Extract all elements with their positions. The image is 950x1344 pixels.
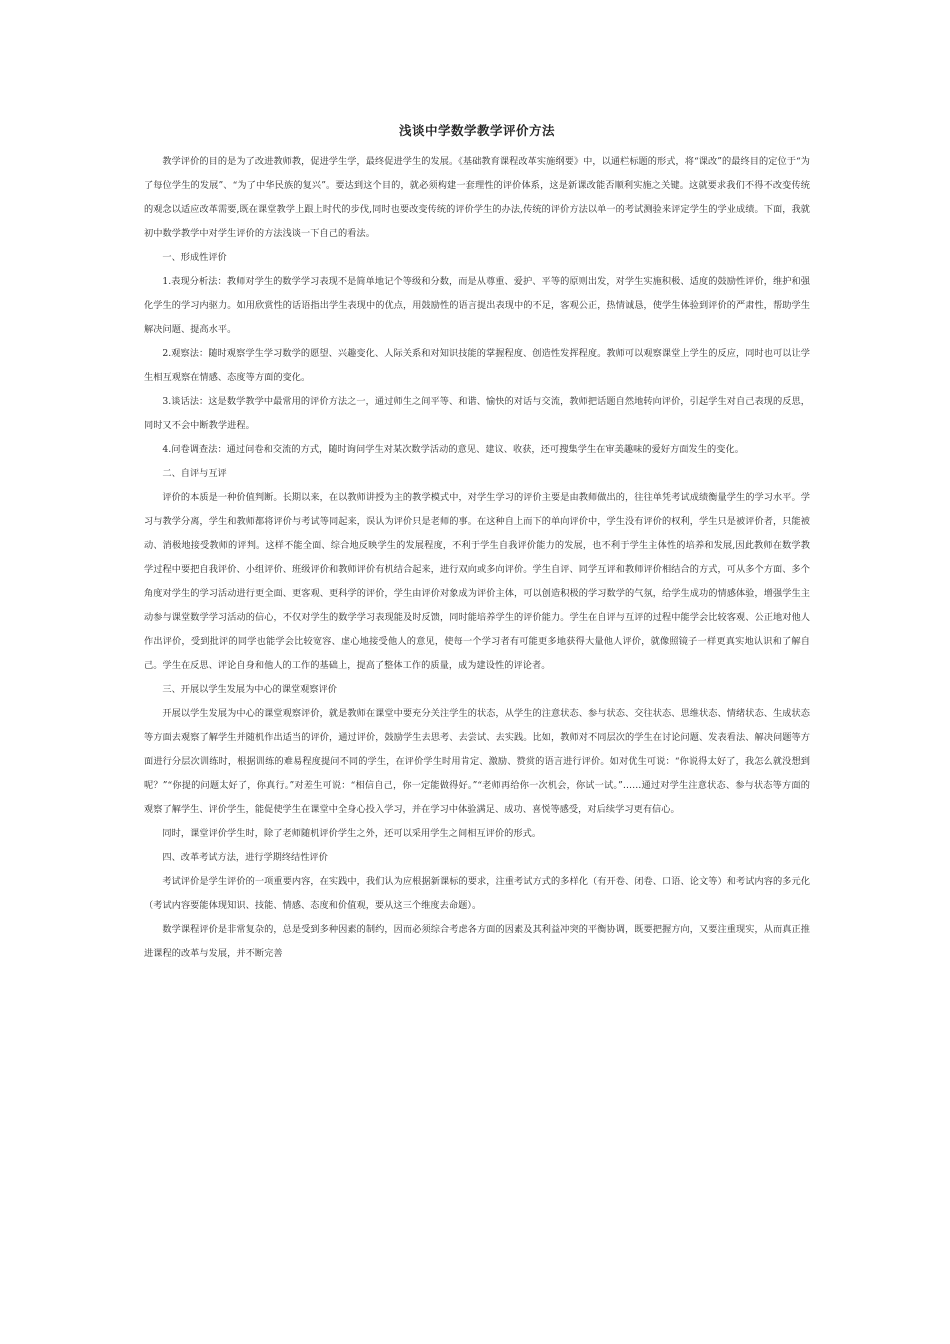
- intro-paragraph: 教学评价的目的是为了改进教师教，促进学生学，最终促进学生的发展。《基础教育课程改革实施纲要》中，以通栏标题的形式，将“课改”的最终目的定位于“为了每位学生的发展”、“为了中华民族的复兴”。要达到这个目的，就必须构建一套理性的评价体系，这是新课改能否顺利实施之关键。这就要求我们不得不改变传统的观念以适应改革需要,既在课堂教学上跟上时代的步伐,同时也要改变传统的评价学生的办法,传统的评价方法以单一的考试测验来评定学生的学业成绩。下面，我就初中数学教学中对学生评价的方法浅谈一下自己的看法。: [144, 156, 810, 239]
- paragraph-mutual-evaluation: 同时，课堂评价学生时，除了老师随机评价学生之外，还可以采用学生之间相互评价的形式。: [162, 828, 542, 839]
- section-heading-classroom-observation: 三、开展以学生发展为中心的课堂观察评价: [162, 684, 337, 695]
- document-page: [144, 122, 810, 966]
- section-heading-formative: 一、形成性评价: [162, 252, 227, 263]
- paragraph-questionnaire: 4.问卷调查法：通过问卷和交流的方式，随时询问学生对某次数学活动的意见、建议、收获，还可搜集学生在审美趣味的爱好方面发生的变化。: [162, 444, 744, 455]
- paragraph-curriculum-evaluation: 数学课程评价是非常复杂的，总是受到多种因素的制约，因而必须综合考虑各方面的因素及其利益冲突的平衡协调，既要把握方向，又要注重现实，从而真正推进课程的改革与发展，并不断完善: [144, 924, 810, 959]
- paragraph-performance-analysis: 1.表现分析法：教师对学生的数学学习表现不是简单地记个等级和分数，而是从尊重、爱护、平等的原则出发，对学生实施积极、适度的鼓励性评价，维护和强化学生的学习内驱力。如用欣赏性的话语指出学生表现中的优点，用鼓励性的语言提出表现中的不足，客观公正，热情诚恳，使学生体验到评价的严肃性，帮助学生解决问题、提高水平。: [144, 276, 810, 335]
- paragraph-self-peer: 评价的本质是一种价值判断。长期以来，在以教师讲授为主的教学模式中，对学生学习的评价主要是由教师做出的，往往单凭考试成绩衡量学生的学习水平。学习与教学分离，学生和教师都将评价与考试等同起来，误认为评价只是老师的事。在这种自上而下的单向评价中，学生没有评价的权利，学生只是被评价者，只能被动、消极地接受教师的评判。这样不能全面、综合地反映学生的发展程度，不利于学生自我评价能力的发展，也不利于学生主体性的培养和发展,因此教师在数学教学过程中要把自我评价、小组评价、班级评价和教师评价有机结合起来，进行双向或多向评价。学生自评、同学互评和教师评价相结合的方式，可从多个方面、多个角度对学生的学习活动进行更全面、更客观、更科学的评价，学生由评价对象成为评价主体，可以创造积极的学习数学的气氛，给学生成功的情感体验，增强学生主动参与课堂数学学习活动的信心，不仅对学生的数学学习表现能及时反馈，同时能培养学生的评价能力。学生在自评与互评的过程中能学会比较客观、公正地对他人作出评价，受到批评的同学也能学会比较宽容、虚心地接受他人的意见，使每一个学习者有可能更多地获得大量他人评价，就像照镜子一样更真实地认识和了解自己。学生在反思、评论自身和他人的工作的基础上，提高了整体工作的质量，成为建设性的评论者。: [144, 492, 810, 671]
- section-heading-self-peer: 二、自评与互评: [162, 468, 227, 479]
- paragraph-exam-evaluation: 考试评价是学生评价的一项重要内容，在实践中，我们认为应根据新课标的要求，注重考试方式的多样化（有开卷、闭卷、口语、论文等）和考试内容的多元化（考试内容要能体现知识、技能、情感、态度和价值观，要从这三个维度去命题）。: [144, 876, 810, 911]
- paragraph-observation: 2.观察法：随时观察学生学习数学的愿望、兴趣变化、人际关系和对知识技能的掌握程度、创造性发挥程度。教师可以观察课堂上学生的反应，同时也可以让学生相互观察在情感、态度等方面的变化。: [144, 348, 810, 383]
- paragraph-conversation: 3.谈话法：这是数学教学中最常用的评价方法之一，通过师生之间平等、和谐、愉快的对话与交流，教师把话题自然地转向评价，引起学生对自己表现的反思，同时又不会中断教学进程。: [144, 396, 810, 431]
- document-title: 浅谈中学数学教学评价方法: [398, 123, 555, 138]
- section-heading-exam-reform: 四、改革考试方法，进行学期终结性评价: [162, 852, 328, 863]
- paragraph-classroom-observation: 开展以学生发展为中心的课堂观察评价，就是教师在课堂中要充分关注学生的状态，从学生的注意状态、参与状态、交往状态、思维状态、情绪状态、生成状态等方面去观察了解学生并随机作出适当的评价，通过评价，鼓励学生去思考、去尝试、去实践。比如，教师对不同层次的学生在讨论问题、发表看法、解决问题等方面进行分层次训练时，根据训练的难易程度提问不同的学生，在评价学生时用肯定、激励、赞赏的语言进行评价。如对优生可说：“你说得太好了，我怎么就没想到呢？”“你提的问题太好了，你真行。”对差生可说：“相信自己，你一定能做得好。”“老师再给你一次机会，你试一试。”……通过对学生注意状态、参与状态等方面的观察了解学生、评价学生，能促使学生在课堂中全身心投入学习，并在学习中体验满足、成功、喜悦等感受，对后续学习更有信心。: [144, 708, 810, 815]
